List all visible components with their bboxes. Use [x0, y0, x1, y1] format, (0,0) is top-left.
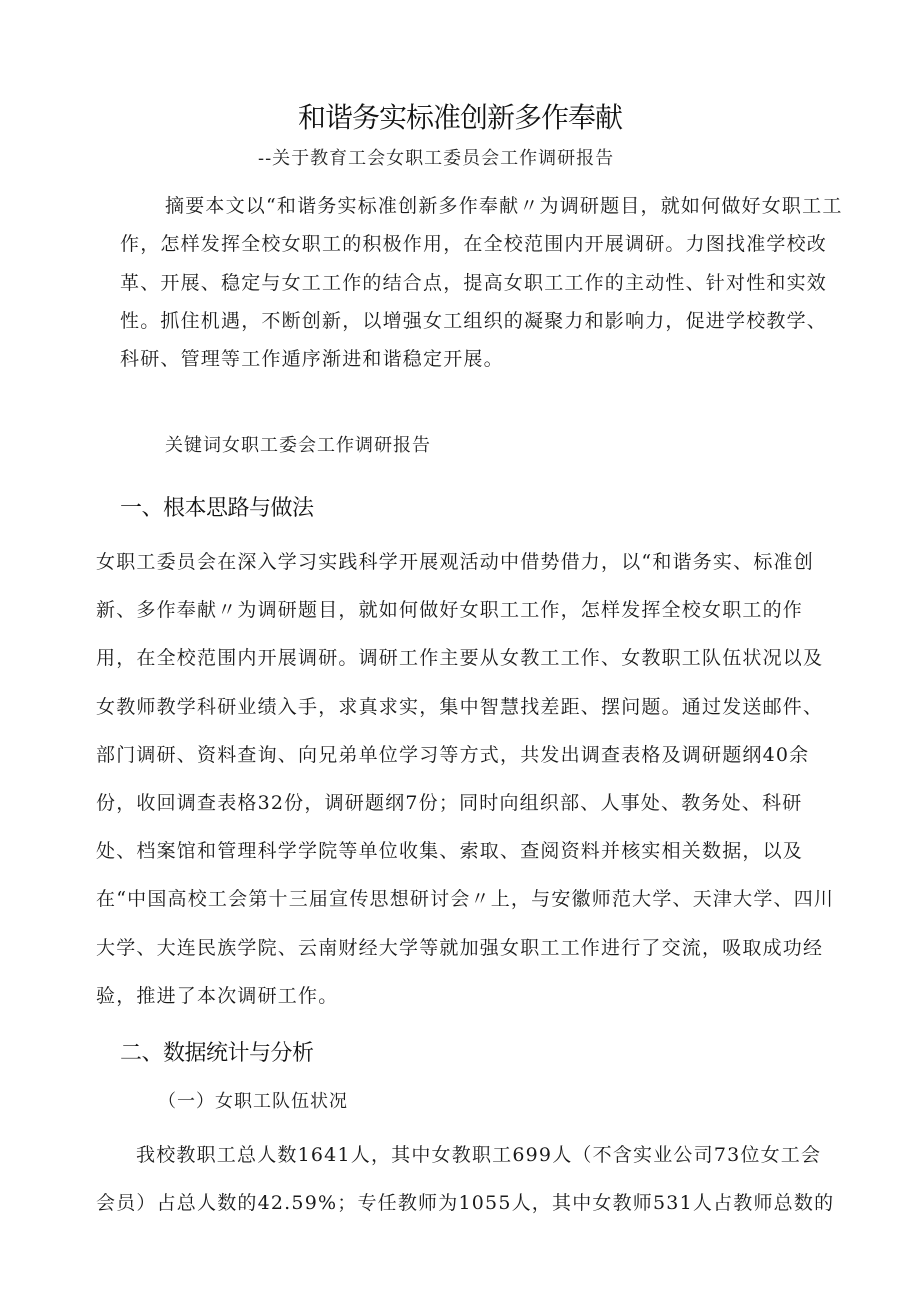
keywords-line: 关键词女职工委会工作调研报告	[165, 435, 431, 456]
section-2-heading: 二、数据统计与分析	[120, 1041, 314, 1066]
document-subtitle: --关于教育工会女职工委员会工作调研报告	[258, 148, 615, 169]
section-1-heading: 一、根本思路与做法	[120, 496, 314, 521]
section-1-paragraph: 女职工委员会在深入学习实践科学开展观活动中借势借力，以“和谐务实、标准创新、多作奉献〃为调研题目，就如何做好女职工工作，怎样发挥全校女职工的作用，在全校范围内开展调研。调研工作主要从女教工工作、女教职工队伍状况以及女教师教学科研业绩入手，求真求实，集中智慧找差距、摆问题。通过发送邮件、部门调研、资料查询、向兄弟单位学习等方式，共发出调查表格及调研题纲40余份，收回调查表格32份，调研题纲7份；同时向组织部、人事处、教务处、科研处、档案馆和管理科学学院等单位收集、索取、查阅资料并核实相关数据，以及在“中国高校工会第十三届宣传思想研讨会〃上，与安徽师范大学、天津大学、四川大学、大连民族学院、云南财经大学等就加强女职工工作进行了交流，吸取成功经验，推进了本次调研工作。	[96, 551, 835, 1007]
section-2-subheading: （一）女职工队伍状况	[158, 1091, 348, 1112]
abstract-paragraph: 摘要本文以“和谐务实标准创新多作奉献〃为调研题目，就如何做好女职工工作，怎样发挥全校女职工的积极作用，在全校范围内开展调研。力图找准学校改革、开展、稳定与女工工作的结合点，提高女职工工作的主动性、针对性和实效性。抓住机遇，不断创新，以增强女工组织的凝聚力和影响力，促进学校教学、科研、管理等工作遁序渐进和谐稳定开展。	[120, 195, 843, 371]
document-title: 和谐务实标准创新多作奉献	[297, 101, 622, 134]
section-2-paragraph: 我校教职工总人数1641人，其中女教职工699人（不含实业公司73位女工会会员）占总人数的42.59%；专任教师为1055人，其中女教师531人占教师总数的	[96, 1144, 835, 1214]
